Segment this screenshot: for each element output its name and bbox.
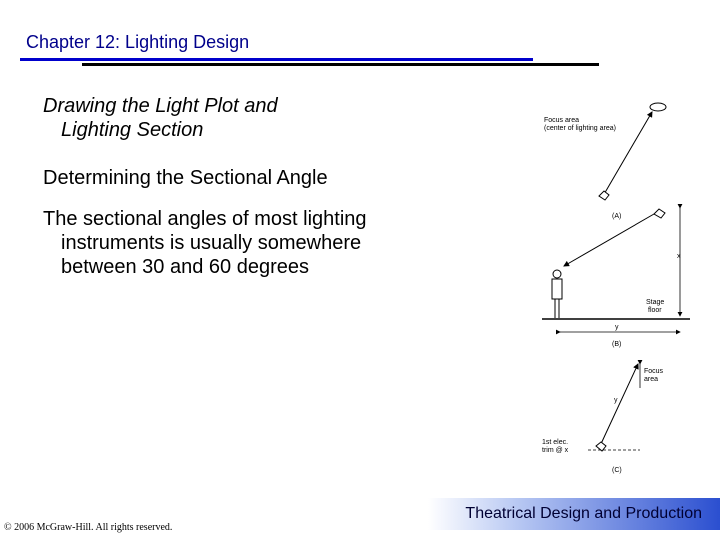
first-electric-label: 1st elec.: [542, 439, 569, 446]
header-rule-black: [82, 63, 599, 66]
label-a: (A): [612, 213, 622, 220]
copyright-notice: © 2006 McGraw-Hill. All rights reserved.: [4, 522, 173, 533]
beam-line-b: [564, 214, 654, 266]
para-line-1: The sectional angles of most lighting: [43, 208, 367, 230]
label-b: (B): [612, 341, 622, 348]
heading-line-1: Drawing the Light Plot and: [43, 95, 278, 117]
para-line-3: between 30 and 60 degrees: [61, 256, 309, 278]
para-line-2: instruments is usually somewhere: [61, 232, 362, 254]
focus-area-label-a: Focus area: [544, 117, 580, 124]
trim-height-label: trim @ x: [542, 447, 569, 454]
panel-a: [544, 103, 666, 200]
focus-area-sub-label-a: (center of lighting area): [544, 125, 616, 132]
focus-area-a-icon: [650, 103, 666, 111]
stage-floor-label: Stage: [646, 299, 665, 306]
slide-paragraph: [43, 207, 367, 279]
slide-heading: [43, 94, 278, 142]
panel-b: [542, 208, 690, 348]
label-c: (C): [612, 467, 622, 474]
instrument-b-icon: [654, 209, 665, 218]
instrument-a-icon: [599, 191, 609, 200]
focus-area-label-c: Focus: [644, 368, 664, 375]
panel-c: [542, 364, 664, 474]
course-title: Theatrical Design and Production: [465, 505, 702, 522]
stage-floor-label-2: floor: [648, 307, 662, 314]
sectional-angle-diagram: [520, 88, 720, 484]
label-y-c: y: [614, 397, 618, 404]
slide-subheading: Determining the Sectional Angle: [43, 167, 328, 189]
beam-line-c: [600, 364, 638, 446]
chapter-title: Chapter 12: Lighting Design: [26, 32, 250, 52]
header-rule-blue: [20, 58, 533, 61]
actor-figure: [552, 270, 562, 318]
label-x: x: [677, 253, 681, 260]
label-y: y: [615, 324, 619, 331]
heading-line-2: Lighting Section: [61, 119, 204, 141]
focus-area-label-c-2: area: [644, 376, 659, 383]
